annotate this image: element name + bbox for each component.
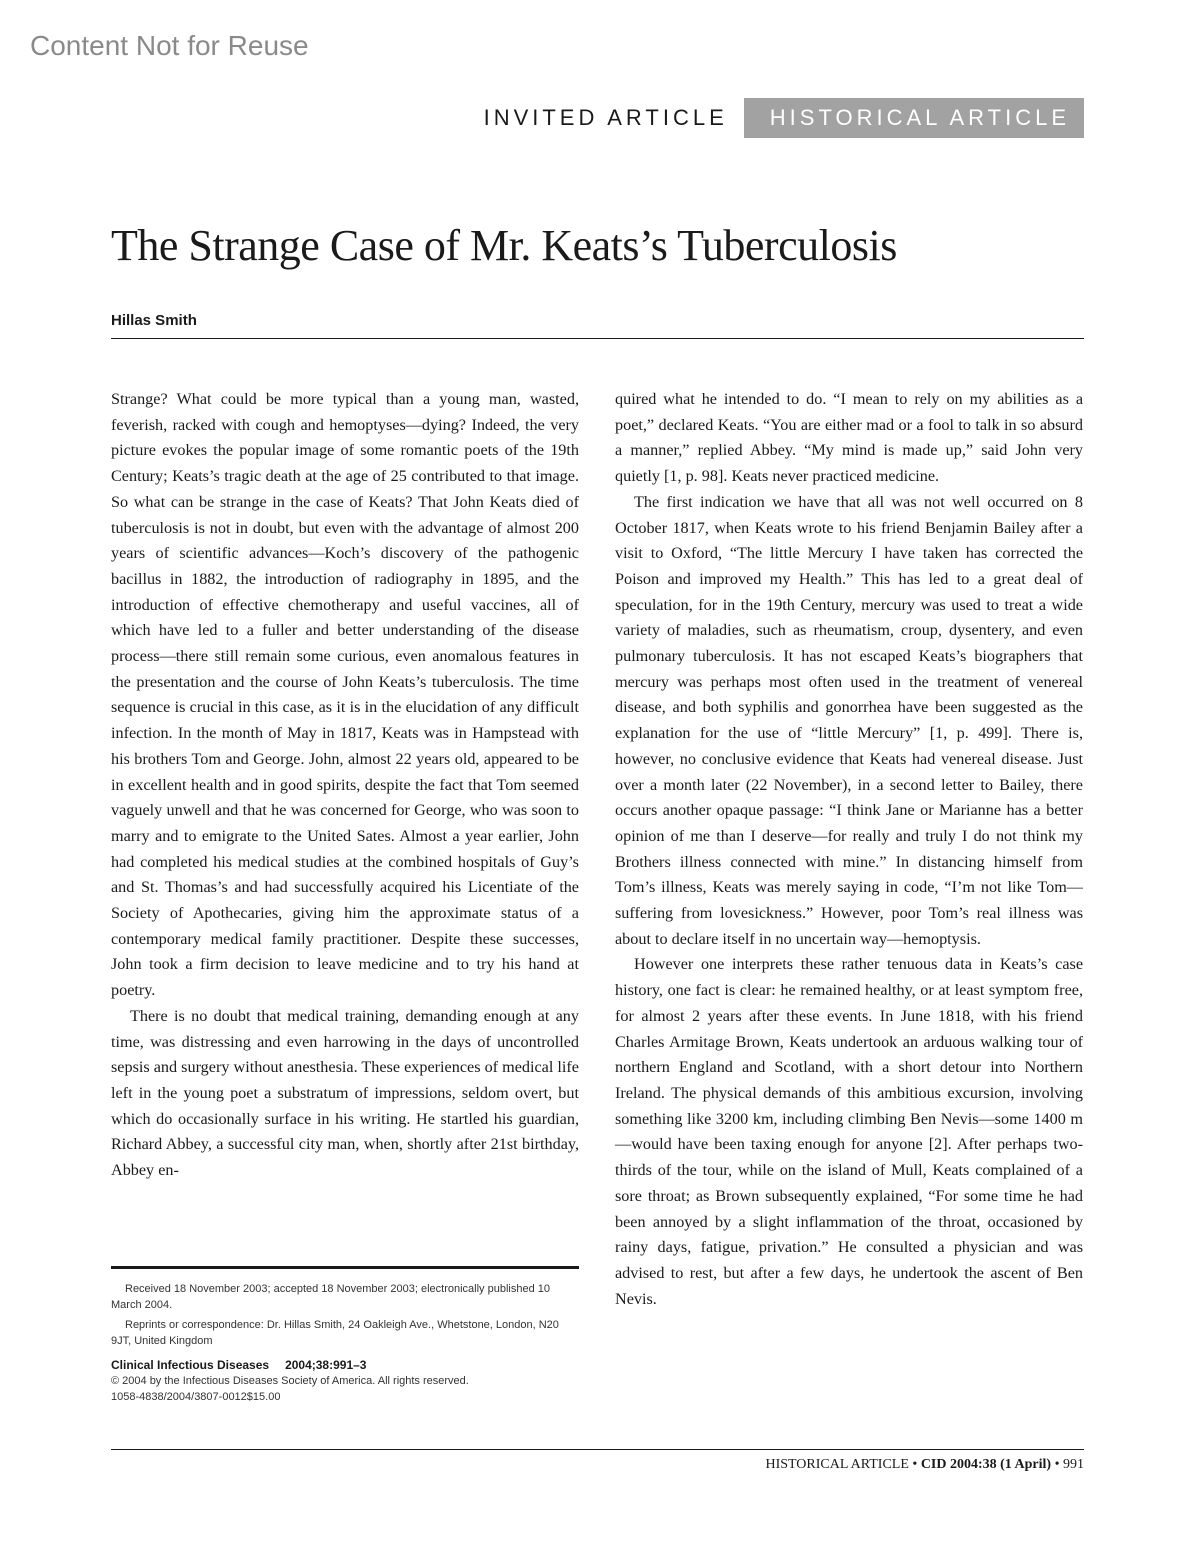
footer-bullet: •: [912, 1457, 918, 1472]
article-type-header: [484, 98, 1084, 138]
body-paragraph: The first indication we have that all was not well occurred on 8 October 1817, when Keats wrote to his friend Benjamin Bailey after a visit to Oxford, “The little Mercury I have taken has corrected the Poison and improved my Health.” This has led to a great deal of speculation, for in the 19th Century, mercury was used to treat a wide variety of maladies, such as rheumatism, croup, dysentery, and even pulmonary tuberculosis. It has not escaped Keats’s biographers that mercury was perhaps most often used in the treatment of venereal disease, and both syphilis and gonorrhea have been suggested as the explanation for the use of “little Mercury” [1, p. 499]. There is, however, no conclusive evidence that Keats had venereal disease. Just over a month later (22 November), in a second letter to Bailey, there occurs another opaque passage: “I think Jane or Marianne has a better opinion of me than I deserve—for really and truly I do not think my Brothers illness connected with mine.” In distancing himself from Tom’s illness, Keats was merely saying in code, “I’m not like Tom—suffering from lovesickness.” However, poor Tom’s real illness was about to declare itself in no uncertain way—hemoptysis.: [615, 492, 1083, 948]
author-name: Hillas Smith: [111, 312, 197, 329]
body-paragraph: However one interprets these rather tenuous data in Keats’s case history, one fact is clear: he remained healthy, or at least symptom free, for almost 2 years after these events. In June 1818, with his friend Charles Armitage Brown, Keats undertook an arduous walking tour of northern England and Scotland, with a short detour into Northern Ireland. The physical demands of this ambitious excursion, involving something like 3200 km, including climbing Ben Nevis—some 1400 m—would have been taxing enough for anyone [2]. After perhaps two-thirds of the tour, while on the island of Mull, Keats complained of a sore throat; as Brown subsequently explained, “For some time he had been annoyed by a slight inflammation of the throat, occasioned by rainy days, fatigue, privation.” He consulted a physician and was advised to rest, but after a few days, he undertook the ascent of Ben Nevis.: [615, 955, 1083, 1308]
body-paragraph: quired what he intended to do. “I mean to rely on my abilities as a poet,” declared Keats. “You are either mad or a fool to talk in so absurd a manner,” replied Abbey. “My mind is made up,” said John very quietly [1, p. 98]. Keats never practiced medicine.: [615, 390, 1083, 486]
issn-note: 1058-4838/2004/3807-0012$15.00: [111, 1391, 281, 1403]
left-column: [111, 387, 579, 1184]
footer-section: HISTORICAL ARTICLE: [765, 1457, 909, 1472]
watermark: Content Not for Reuse: [30, 30, 309, 61]
footer-citation: CID 2004:38 (1 April): [920, 1457, 1052, 1472]
title-divider: [111, 338, 1084, 339]
historical-article-label: HISTORICAL ARTICLE: [744, 98, 1084, 138]
journal-name: Clinical Infectious Diseases: [111, 1358, 270, 1372]
page-footer: [765, 1457, 1084, 1473]
journal-volume: 2004;38:991–3: [285, 1358, 367, 1372]
right-column: [615, 387, 1083, 1312]
footnote-divider: [111, 1266, 579, 1269]
journal-citation: [111, 1357, 579, 1373]
received-note: Received 18 November 2003; accepted 18 November 2003; electronically published 10 March 2004.: [111, 1283, 550, 1311]
reprints-note: Reprints or correspondence: Dr. Hillas Smith, 24 Oakleigh Ave., Whetstone, London, N20 9JT, United Kingdom: [111, 1319, 559, 1347]
article-title: The Strange Case of Mr. Keats’s Tuberculosis: [111, 221, 897, 270]
footer-divider: [111, 1449, 1084, 1450]
body-paragraph: Strange? What could be more typical than a young man, wasted, feverish, racked with cough and hemoptyses—dying? Indeed, the very picture evokes the popular image of some romantic poets of the 19th Century; Keats’s tragic death at the age of 25 contributed to that image. So what can be strange in the case of Keats? That John Keats died of tuberculosis is not in doubt, but even with the advantage of almost 200 years of scientific advances—Koch’s discovery of the pathogenic bacillus in 1882, the introduction of radiography in 1895, and the introduction of effective chemotherapy and useful vaccines, all of which have led to a fuller and better understanding of the disease process—there still remain some curious, even anomalous features in the presentation and the course of John Keats’s tuberculosis. The time sequence is crucial in this case, as it is in the elucidation of any difficult infection. In the month of May in 1817, Keats was in Hampstead with his brothers Tom and George. John, almost 22 years old, appeared to be in excellent health and in good spirits, despite the fact that Tom seemed vaguely unwell and that he was concerned for George, who was soon to marry and to emigrate to the United Sates. Almost a year earlier, John had completed his medical studies at the combined hospitals of Guy’s and St. Thomas’s and had successfully acquired his Licentiate of the Society of Apothecaries, giving him the approximate status of a contemporary medical family practitioner. Despite these successes, John took a firm decision to leave medicine and to try his hand at poetry.: [111, 390, 579, 1000]
copyright-note: © 2004 by the Infectious Diseases Society of America. All rights reserved.: [111, 1375, 469, 1387]
footer-bullet: •: [1054, 1457, 1060, 1472]
invited-article-label: INVITED ARTICLE: [483, 105, 728, 130]
page-number: 991: [1063, 1457, 1084, 1472]
body-paragraph: There is no doubt that medical training, demanding enough at any time, was distressing and even harrowing in the days of uncontrolled sepsis and surgery without anesthesia. These experiences of medical life left in the young poet a substratum of impressions, seldom overt, but which do occasionally surface in his writing. He startled his guardian, Richard Abbey, a successful city man, when, shortly after 21st birthday, Abbey en-: [111, 1006, 579, 1180]
footnotes: [111, 1281, 579, 1405]
